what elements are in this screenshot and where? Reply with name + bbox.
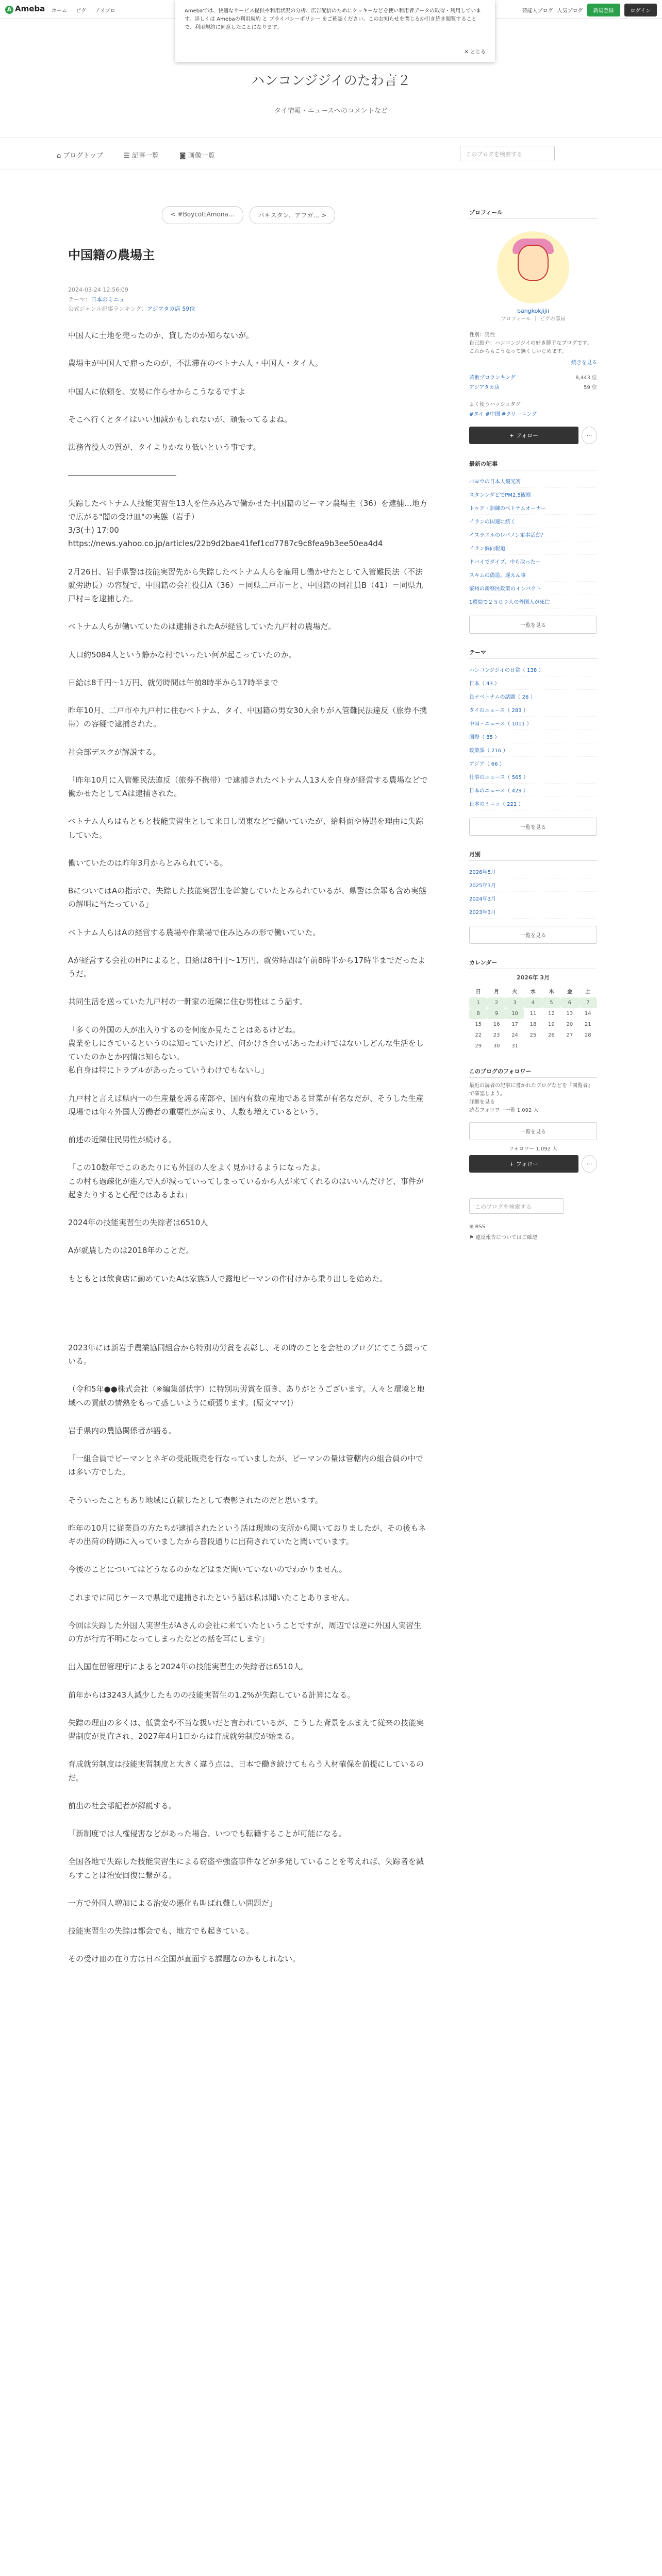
hashtag-heading: よく使うハッシュタグ xyxy=(469,402,521,408)
article-paragraph: その受け皿の在り方は日本全国が直面する課題なのかもしれない。 xyxy=(68,1954,301,1964)
rank2-value: 59 位 xyxy=(584,385,597,391)
article-body-continued xyxy=(68,1341,429,1966)
calendar-weekday: 土 xyxy=(585,989,591,995)
article-paragraph: 今回は失踪した外国人実習生がAさんの会社に来ていたということですが、周辺では逆に外国人実習生の方が行方不明になってしまったなどの話を耳にします」 xyxy=(68,1620,422,1644)
calendar-day: 26 xyxy=(548,1032,555,1038)
rank-value: 8,443 位 xyxy=(575,375,597,381)
calendar-table xyxy=(469,985,597,1052)
calendar-weekday: 火 xyxy=(512,989,518,995)
article-paragraph: Aが就農したのは2018年のことだ。 xyxy=(68,1246,194,1256)
article-paragraph: 失踪の理由の多くは、低賃金や不当な扱いだと言われているが、こうした背景をふまえて従来の技能実習制度が見直され、2027年4月1日からは育成就労制度が始まる。 xyxy=(68,1718,424,1741)
article-paragraph: 働いていたのは昨年3月からとみられている。 xyxy=(68,858,228,868)
avatar[interactable] xyxy=(497,231,569,303)
theme-link[interactable]: 日本のミニュ xyxy=(91,296,125,303)
article-paragraph: ―――――――――――――― xyxy=(68,470,176,480)
article-paragraph: （令和5年●●株式会社（※編集部伏字）に特別功労賞を頂き、ありがとうございます。人々と環境と地域への貢献の情熱をもって惑しいように頑張ります。(原文ママ)） xyxy=(68,1384,425,1408)
calendar-day: 18 xyxy=(529,1022,537,1027)
article-paragraph: 技能実習生の失踪は都会でも、地方でも起きている。 xyxy=(68,1926,254,1936)
latest-item[interactable]: スタンンダビでPM2.5観察 xyxy=(469,488,597,501)
article-date: 2024-03-24 12:56:09 xyxy=(68,286,128,293)
calendar-day[interactable]: 2 xyxy=(487,997,505,1008)
calendar-weekday: 金 xyxy=(567,989,572,995)
calendar-day[interactable]: 8 xyxy=(469,1008,487,1019)
article-paragraph: ベトナム人らはもともと技能実習生として来日し関東などで働いていたが、給料面や待遇を理由に失踪していた。 xyxy=(68,817,424,840)
read-more-link[interactable]: 続きを見る xyxy=(571,360,597,366)
article-paragraph: Aが経営する会社のHPによると、日給は8千円〜1万円、就労時間は午前8時半から17時半までだったようだ。 xyxy=(68,955,426,979)
latest-more-button[interactable]: 一覧を見る xyxy=(469,616,597,634)
month-item[interactable]: 2025年3月 xyxy=(469,878,597,892)
blog-search-input[interactable]: このブログを検索する xyxy=(460,146,555,161)
article-paragraph: 「多くの外国の人が出入りするのを何度か見たことはあるけどね。 農業をしにきているというのは知っていたけど、何かけき合いがあったわけではないしどんな生活をしていたのかとか内情は知らない。 私自身は特にトラブルがあったっていうわけでもないし」 xyxy=(68,1025,424,1075)
calendar-heading: カレンダー xyxy=(469,958,597,969)
article-paragraph: 中国人に土地を売ったのか、貸したのか知らないが。 xyxy=(68,331,254,341)
theme-item[interactable]: 日本のミニュ（ 221 ） xyxy=(469,797,597,810)
article-paragraph: 2024年の技能実習生の失踪者は6510人 xyxy=(68,1218,208,1228)
camera-icon: ◙ xyxy=(179,152,188,160)
signup-button[interactable]: 新規登録 xyxy=(587,4,620,16)
blog-nav xyxy=(0,137,662,170)
calendar-day xyxy=(524,1041,542,1052)
flag-icon: ⚑ xyxy=(469,1235,476,1241)
link-popular-blog[interactable]: 人気ブログ xyxy=(557,8,583,14)
article-title[interactable]: 中国籍の農場主 xyxy=(68,248,155,262)
article-paragraph: 人口約5084人という静かな村でいったい何が起こっていたのか。 xyxy=(68,650,296,659)
calendar-day: 31 xyxy=(511,1043,518,1049)
theme-item[interactable]: 日本のニュース（ 429 ） xyxy=(469,784,597,797)
calendar-day: 19 xyxy=(548,1022,555,1027)
theme-item[interactable]: 長ナベトナムの話題（ 26 ） xyxy=(469,690,597,703)
article-paragraph: 2023年には新岩手農業協同組合から特別功労賞を表彰し、その時のことを会社のブログにてこう綴っている。 xyxy=(68,1343,428,1366)
article-paragraph: 法務省役人の質が、タイよりかなり低いという事です。 xyxy=(68,443,261,452)
theme-item[interactable]: ハンコンジジイの日常（ 138 ） xyxy=(469,663,597,676)
nav-image-list-label: 画像一覧 xyxy=(188,152,215,160)
article-paragraph: 前述の近隣住民男性が続ける。 xyxy=(68,1135,177,1145)
rank-link[interactable]: 芸術プロランキング xyxy=(469,375,516,381)
latest-item[interactable]: イラン偏向報道 xyxy=(469,541,597,555)
blog-title[interactable]: ハンコンジジイのたわ言２ xyxy=(251,73,411,89)
calendar-day: 11 xyxy=(529,1011,537,1016)
month-more-button[interactable]: 一覧を見る xyxy=(469,926,597,944)
logo-text: Ameba xyxy=(15,4,45,13)
calendar-day xyxy=(542,1041,560,1052)
latest-heading: 最新の記事 xyxy=(469,460,597,470)
calendar-day: 21 xyxy=(584,1022,591,1027)
latest-list xyxy=(469,474,597,608)
month-list xyxy=(469,865,597,919)
calendar-day[interactable]: 5 xyxy=(542,997,560,1008)
prev-article-link[interactable]: < #BoycottAmona… xyxy=(162,206,243,224)
list-icon: ☰ xyxy=(124,152,132,160)
calendar-day: 29 xyxy=(475,1043,482,1049)
article-paragraph: 九戸村と言えば県内一の生産量を誇る南部や、国内有数の産地である甘菜が有名なだが、そうした生産現場では年々外国人労働者の重要性が高まり、人数も増えているという。 xyxy=(68,1093,424,1116)
calendar-day[interactable]: 4 xyxy=(524,997,542,1008)
calendar-day: 12 xyxy=(548,1011,555,1016)
follower-more-button[interactable]: 一覧を見る xyxy=(469,1122,597,1140)
calendar-day: 14 xyxy=(584,1011,591,1016)
article-pager xyxy=(68,206,429,224)
latest-item[interactable]: イスラエルのレバノン軍事活動？ xyxy=(469,528,597,541)
month-heading: 月別 xyxy=(469,850,597,861)
calendar-day[interactable]: 7 xyxy=(579,997,597,1008)
theme-item[interactable]: 政策課（ 216 ） xyxy=(469,743,597,757)
article-meta xyxy=(68,285,429,314)
calendar-day: 28 xyxy=(584,1032,591,1038)
nav-article-list[interactable] xyxy=(124,150,159,160)
article-paragraph: 「新制度では人権侵害などがあった場合、いつでも転籍することが可能になる。 xyxy=(68,1829,346,1839)
rss-link[interactable] xyxy=(469,1224,597,1230)
article-paragraph: 昨年10月、二戸市や九戸村に住むベトナム、タイ、中国籍の男女30人余りが入管難民法違反（旅券不携帯）の容疑で逮捕された。 xyxy=(68,706,427,729)
theme-item[interactable]: 日本（ 43 ） xyxy=(469,676,597,690)
ameba-logo[interactable] xyxy=(5,4,45,14)
user-sub-links[interactable]: プロフィール ｜ ピグの部屋 xyxy=(501,316,566,322)
follower-heading: このブログのフォロワー xyxy=(469,1067,597,1078)
article-paragraph: ベトナム人らが働いていたのは逮捕されたAが経営していた九戸村の農場だ。 xyxy=(68,622,336,632)
calendar-day: 13 xyxy=(566,1011,573,1016)
calendar-day: 20 xyxy=(566,1022,573,1027)
follower-text: 最近の読者の記事に書かれたブログなどを『閲覧者』で確認しよう。 詳細を見る 読者フォロワー一覧 1,092 人 xyxy=(469,1083,593,1113)
report-link[interactable] xyxy=(469,1233,597,1241)
main-column xyxy=(68,180,429,1966)
calendar-weekday: 日 xyxy=(475,989,481,995)
avatar-face xyxy=(518,245,549,281)
nav-home[interactable]: ホーム xyxy=(52,8,67,14)
article-paragraph: そこへ行くとタイはいい加減かもしれないが、頑張ってるよね。 xyxy=(68,414,292,424)
article-paragraph: 「この10数年でこのあたりにも外国の人をよく見かけるようになったよ。 この村も過疎化が進んで人が減っていってしまっているから人が来てくれるのはいいんだけど、事件が起きたりすると心配ではあるよね」 xyxy=(68,1163,424,1199)
latest-item[interactable]: バヨウの日本人観光客 xyxy=(469,474,597,488)
article-paragraph: 中国人に依頼を、安易に作らせからこうなるですよ xyxy=(68,386,246,396)
next-article-link[interactable]: パキスタン、アフガ… > xyxy=(250,206,336,224)
calendar-day: 24 xyxy=(511,1032,518,1038)
calendar-title: 2026年 3月 xyxy=(516,974,550,981)
article-gap xyxy=(68,1285,429,1327)
month-section xyxy=(469,850,597,944)
calendar-day[interactable]: 9 xyxy=(487,1008,505,1019)
theme-item[interactable]: アジア（ 66 ） xyxy=(469,757,597,770)
article-paragraph: 日給は8千円〜1万円、就労時間は午前8時半から17時半まで xyxy=(68,677,278,687)
sidebar xyxy=(469,208,597,1241)
more-button[interactable]: … xyxy=(582,427,597,444)
article-paragraph: 一方で外国人増加による治安の悪化も叫ばれ難しい問題だ」 xyxy=(68,1898,277,1908)
nav-article-list-label: 記事一覧 xyxy=(131,152,159,160)
calendar-day: 15 xyxy=(475,1022,482,1027)
ranking-label: 公式ジャンル記事ランキング： xyxy=(68,306,147,313)
theme-item[interactable]: 中国・ニュース（ 1011 ） xyxy=(469,717,597,730)
cookie-notice xyxy=(175,0,495,62)
link-celeb-blog[interactable]: 芸能人ブログ xyxy=(522,8,553,14)
theme-section xyxy=(469,648,597,836)
article-paragraph: 農場主が中国人で雇ったのが、不法滞在のベトナム人・中国人・タイ人。 xyxy=(68,359,323,368)
article-paragraph: 共同生活を送っていた九戸村の一軒家の近隣に住む男性はこう話す。 xyxy=(68,997,307,1007)
login-button[interactable]: ログイン xyxy=(624,4,657,16)
calendar-day[interactable]: 1 xyxy=(469,997,487,1008)
profile-intro: 性別：男性 自己紹介：ハンコンジジイの好き勝手なブログです。これからもこうなって無くしいじめます。 xyxy=(469,332,592,354)
calendar-weekday: 月 xyxy=(494,989,500,995)
theme-list xyxy=(469,663,597,810)
nav-image-list[interactable] xyxy=(179,150,215,160)
latest-item[interactable]: イランの国連に続く xyxy=(469,515,597,528)
latest-section xyxy=(469,460,597,634)
calendar-day[interactable]: 3 xyxy=(506,997,524,1008)
month-item[interactable]: 2023年3月 xyxy=(469,905,597,919)
theme-label: テーマ： xyxy=(68,296,91,303)
calendar-weekday: 水 xyxy=(530,989,536,995)
calendar-day: 23 xyxy=(493,1032,500,1038)
article-paragraph: 全国各地で失踪した技能実習生による窃盗や強盗事件などが多発していることを考えれば、失踪者を減らすことは治安回復に繋がる。 xyxy=(68,1857,424,1880)
hashtag-list[interactable]: #タイ #中国 #クリーニング xyxy=(469,412,537,417)
article-paragraph: もともとは飲食店に勤めていたAは家族5人で露地ピーマンの作付けから乗り出しを始めた。 xyxy=(68,1274,388,1283)
nav-pigg[interactable]: ピグ xyxy=(76,8,87,14)
calendar-day: 25 xyxy=(529,1032,537,1038)
calendar-day: 17 xyxy=(511,1022,518,1027)
article-paragraph: そういったこともあり地域に貢献したとして表彰されたのだと思います。 xyxy=(68,1495,323,1505)
latest-item[interactable]: トゥク・訓練のベトナムオーナー xyxy=(469,501,597,515)
latest-item[interactable]: 1週間で２５０９人の外国人が死亡 xyxy=(469,595,597,608)
article-paragraph: 前年からは3243人減少したものの技能実習生の1.2%が失踪している計算になる。 xyxy=(68,1690,355,1700)
article-paragraph[interactable]: 失踪したベトナム人技能実習生13人を住み込みで働かせた中国籍のピーマン農場主（36）を逮捕…地方で広がる"闇の受け皿"の実態（岩手） 3/3(土) 17:00 https://news.yahoo.co.jp/articles/22b9d2bae41fef1cd7787c9c8fea9b3ee50ea4d4 xyxy=(68,498,427,549)
calendar-day[interactable]: 10 xyxy=(506,1008,524,1019)
nav-blog-top-label: ブログトップ xyxy=(63,152,104,160)
month-item[interactable]: 2024年3月 xyxy=(469,892,597,905)
theme-heading: テーマ xyxy=(469,648,597,659)
user-name[interactable]: bangkokjijii xyxy=(517,308,550,314)
article-paragraph: 「昨年10月に入管難民法違反（旅券不携帯）で逮捕されたベトナム人13人を自身が経営する農場などで働かせたとしてAは逮捕された。 xyxy=(68,775,428,799)
calendar-day: 30 xyxy=(493,1043,500,1049)
theme-more-button[interactable]: 一覧を見る xyxy=(469,818,597,836)
nav-ameblo[interactable]: アメブロ xyxy=(95,8,115,14)
more-button-2[interactable]: … xyxy=(582,1155,597,1173)
calendar-day xyxy=(579,1041,597,1052)
article-paragraph: 出入国在留管理庁によると2024年の技能実習生の失踪者は6510人。 xyxy=(68,1662,309,1672)
blog-description: タイ情報・ニュースへのコメントなど xyxy=(274,107,388,115)
theme-item[interactable]: タイのニュース（ 283 ） xyxy=(469,703,597,717)
follow-row xyxy=(469,427,597,444)
report-label: 違反報告についてはご確認 xyxy=(475,1235,537,1241)
theme-item[interactable]: 仕事のニュース（ 565 ） xyxy=(469,770,597,784)
month-item[interactable]: 2026年5月 xyxy=(469,865,597,878)
article-paragraph: 今後のことについてはどうなるのかなどはまだ聞いていないのでわかりません。 xyxy=(68,1565,347,1574)
cookie-close-button[interactable]: ✕ とじる xyxy=(464,49,486,55)
rss-icon: ⊞ xyxy=(469,1224,475,1230)
calendar-day: 22 xyxy=(475,1032,482,1038)
calendar-day: 16 xyxy=(493,1022,500,1027)
article-paragraph: 社会部デスクが解説する。 xyxy=(68,747,161,757)
ranking-link[interactable]: アジアタカ店 59位 xyxy=(147,306,195,313)
article-paragraph: BについてはAの指示で、失踪した技能実習生を斡旋していたとみられているが、県警は余罪も含め実態の解明に当たっている」 xyxy=(68,886,426,909)
article-paragraph: 育成就労制度は技能実習制度と大きく違う点は、日本で働き続けてもらう人材確保を前提にしているのだ。 xyxy=(68,1759,424,1783)
theme-item[interactable]: 国際（ 85 ） xyxy=(469,730,597,743)
follow-row-2 xyxy=(469,1155,597,1173)
article-paragraph: 「一組合員でピーマンとネギの受託販売を行なっていましたが、ピーマンの量は管轄内の組合員の中では多い方でした。 xyxy=(68,1454,423,1477)
follow-button-2[interactable]: + フォロー xyxy=(469,1155,578,1173)
latest-item[interactable]: 豪州の新移民政策のインパクト xyxy=(469,582,597,595)
nav-blog-top[interactable] xyxy=(57,150,103,160)
global-nav xyxy=(52,6,123,14)
article-paragraph: 昨年の10月に従業員の方たちが逮捕されたという話は現地の支所から聞いておりましたが、その後もネギの出荷の時期に入っていましたから普段通りに出荷されていたと聞いています。 xyxy=(68,1523,426,1547)
article-paragraph: 前出の社会部記者が解説する。 xyxy=(68,1801,177,1810)
calendar-section xyxy=(469,958,597,1052)
article-body xyxy=(68,329,429,1285)
follow-button[interactable]: + フォロー xyxy=(469,427,578,444)
latest-item[interactable]: ドバイでダイブ、中ら取ったー xyxy=(469,555,597,568)
profile-heading: プロフィール xyxy=(469,208,597,219)
calendar-day: 27 xyxy=(566,1032,573,1038)
cookie-notice-text: Amebaでは、快適なサービス提供や利用状況の分析、広告配信のためにクッキーなどを使い利用者データの取得・利用しています。詳しくは Amebaの利用規約 と プライバシーポリシー をご確認ください。このお知らせを閉じるか引き続き閲覧することで、利用規約に同意したことになります。 xyxy=(185,8,482,30)
article-paragraph: これまでに同じケースで県北で逮捕されたという話は私は聞いたことありません。 xyxy=(68,1592,355,1602)
latest-item[interactable]: スキムの偽造、遅えん事 xyxy=(469,568,597,582)
follower-section xyxy=(469,1067,597,1173)
rank2-link[interactable]: アジアタカ店 xyxy=(469,385,500,391)
article-paragraph: ベトナム人らはAの経営する農場や作業場で住み込みの形で働いていた。 xyxy=(68,927,321,937)
article-paragraph: 岩手県内の農協関係者が語る。 xyxy=(68,1426,177,1435)
sidebar-search-input[interactable]: このブログを検索する xyxy=(469,1198,564,1214)
calendar-day xyxy=(560,1041,578,1052)
rss-label: RSS xyxy=(475,1224,486,1230)
calendar-weekday: 木 xyxy=(549,989,554,995)
calendar-day[interactable]: 6 xyxy=(560,997,578,1008)
home-icon: ⌂ xyxy=(57,152,63,160)
ameba-logo-icon: A xyxy=(5,6,13,14)
article-paragraph: 2月26日、岩手県警は技能実習先から失踪したベトナム人らを雇用し働かせたとして入管難民法（不法就労助長）の容疑で、中国籍の会社役員A（36）＝同県二戸市＝と、中国籍の同社員B（41）＝同県九戸村＝を逮捕した。 xyxy=(68,567,423,604)
follower-count: フォロワー 1,092 人 xyxy=(508,1146,558,1152)
